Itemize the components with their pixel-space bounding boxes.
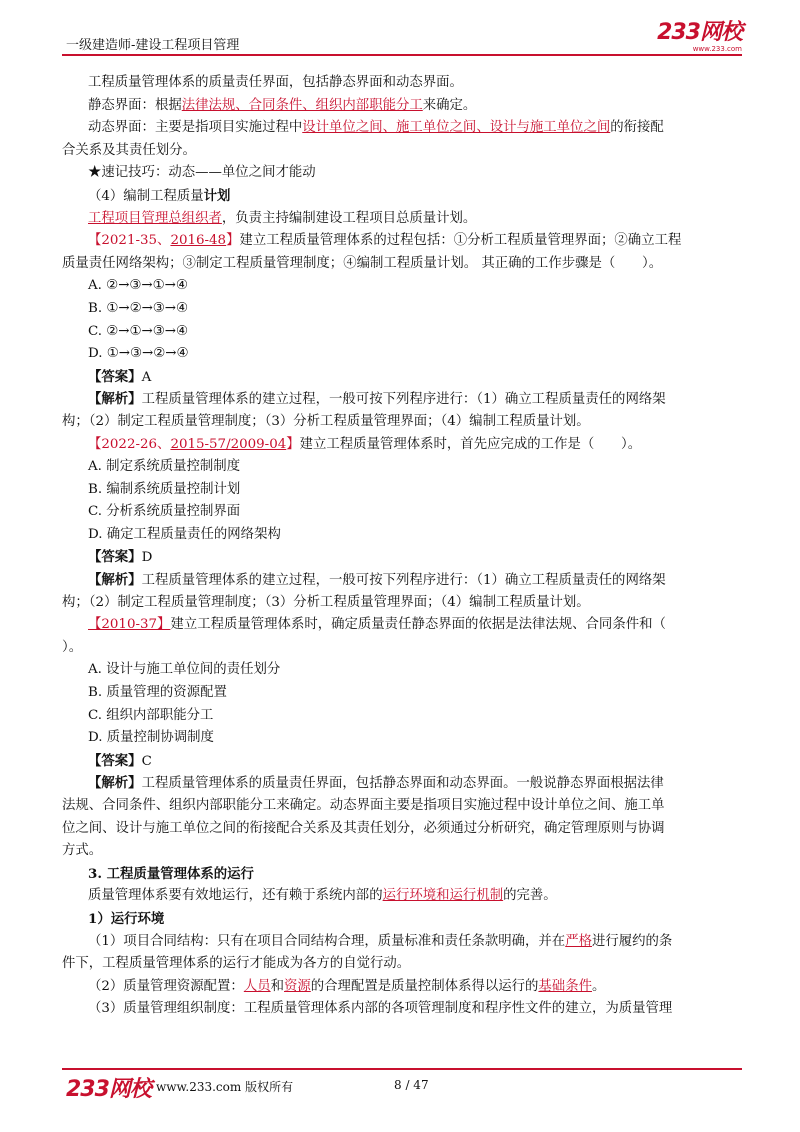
text-run: ★速记技巧：动态——单位之间才能动	[88, 165, 316, 181]
text-run: D. 确定工程质量责任的网络架构	[88, 526, 281, 542]
question-tag: 】	[286, 436, 300, 452]
text-line	[88, 750, 743, 773]
header-divider	[62, 54, 742, 56]
text-line	[62, 411, 743, 434]
text-run: D	[141, 550, 153, 566]
text-line	[62, 953, 743, 976]
text-run: 的合理配置是质量控制体系得以运行的	[310, 978, 539, 994]
text-run: 件下，工程质量管理体系的运行才能成为各方的自觉行动。	[62, 956, 411, 972]
footer-logo: 233网校	[66, 1077, 151, 1102]
question-tag: 【2022-26、	[88, 436, 171, 452]
text-run: D. 质量控制协调制度	[88, 730, 214, 746]
text-line	[62, 140, 743, 163]
text-run: B. ①→②→③→④	[88, 300, 189, 316]
text-line	[62, 253, 743, 276]
highlighted-keyword: 严格	[565, 933, 592, 949]
text-run: 构；（2）制定工程质量管理制度；（3）分析工程质量管理界面；（4）编制工程质量计划。	[62, 594, 590, 610]
highlighted-keyword: 人员	[243, 978, 271, 994]
text-line	[88, 72, 743, 95]
text-run: （3）质量管理组织制度：工程质量管理体系内部的各项管理制度和程序性文件的建立，为质量管理	[88, 1001, 673, 1017]
text-run: C. 分析系统质量控制界面	[88, 504, 241, 520]
brand-logo-text: 233网校	[657, 20, 742, 45]
page-number: 8 / 47	[394, 1078, 429, 1092]
bold-label: 3. 工程质量管理体系的运行	[88, 865, 254, 882]
text-run: 的完善。	[503, 888, 557, 904]
text-line	[88, 569, 743, 592]
text-line	[88, 976, 743, 999]
brand-logo-url: www.233.com	[692, 45, 742, 53]
text-line	[88, 185, 743, 208]
text-run: 动态界面：主要是指项目实施过程中	[88, 120, 303, 136]
text-line	[62, 818, 743, 841]
text-run: 工程质量管理体系的质量责任界面，包括静态界面和动态界面。一般说静态界面根据法律	[141, 776, 664, 792]
text-run: 工程质量管理体系的建立过程，一般可按下列程序进行：（1）确立工程质量责任的网络架	[141, 392, 666, 408]
highlighted-keyword: 法律法规、合同条件、组织内部职能分工	[181, 97, 423, 113]
text-run: C	[141, 753, 152, 769]
text-line	[88, 388, 743, 411]
text-line	[88, 456, 743, 479]
text-line	[88, 162, 743, 185]
text-run: （1）项目合同结构：只有在项目合同结构合理，质量标准和责任条款明确，并在	[88, 933, 566, 949]
text-run: 静态界面：根据	[88, 97, 182, 113]
bold-label: 【解析】	[88, 572, 142, 589]
text-run: 进行履约的条	[591, 933, 673, 949]
text-run: 法规、合同条件、组织内部职能分工来确定。动态界面主要是指项目实施过程中设计单位之间、施工单	[62, 798, 665, 813]
text-run: 质量管理体系要有效地运行，还有赖于系统内部的	[88, 888, 383, 904]
text-line	[88, 705, 743, 728]
bold-label: 【答案】	[88, 752, 142, 769]
footer-divider	[62, 1068, 742, 1070]
text-run: ）。	[62, 639, 83, 655]
text-line	[88, 501, 743, 524]
text-line	[88, 998, 743, 1021]
footer-copyright: www.233.com 版权所有	[156, 1080, 294, 1094]
text-run: 工程质量管理体系的质量责任界面，包括静态界面和动态界面。	[88, 75, 463, 90]
text-line	[88, 208, 743, 231]
text-line	[88, 659, 743, 682]
text-run: 的衔接配	[610, 120, 664, 136]
text-line	[88, 343, 743, 366]
text-line	[88, 434, 743, 457]
highlighted-keyword: 设计单位之间、施工单位之间、设计与施工单位之间	[302, 120, 611, 136]
highlighted-keyword: 2015-57/2009-04	[170, 436, 287, 452]
highlighted-keyword: 工程项目管理总组织者	[88, 210, 222, 226]
text-run: 。	[591, 978, 606, 994]
text-run: 建立工程质量管理体系时，首先应完成的工作是（ ）。	[299, 436, 642, 452]
text-run: 位之间、设计与施工单位之间的衔接配合关系及其责任划分，必须通过分析研究，确定管理原则与协调	[62, 820, 665, 836]
text-line	[88, 727, 743, 750]
text-run: C. 组织内部职能分工	[88, 707, 214, 723]
text-run: 建立工程质量管理体系时，确定质量责任静态界面的依据是法律法规、合同条件和（	[170, 617, 666, 633]
text-run: （2）质量管理资源配置：	[88, 978, 244, 994]
text-line	[88, 298, 743, 321]
text-run: （4）编制工程质量	[88, 188, 204, 204]
page-header	[62, 20, 742, 56]
text-run: 方式。	[62, 843, 103, 859]
text-run: 构；（2）制定工程质量管理制度；（3）分析工程质量管理界面；（4）编制工程质量计划。	[62, 413, 590, 429]
text-line	[88, 614, 743, 637]
text-line	[88, 321, 743, 344]
page-footer	[62, 1074, 742, 1102]
text-run: B. 质量管理的资源配置	[88, 685, 227, 701]
text-run: ，负责主持编制建设工程项目总质量计划。	[221, 210, 477, 226]
text-line	[88, 366, 743, 389]
question-tag: 】	[226, 233, 240, 249]
highlighted-keyword: 运行环境和运行机制	[382, 888, 504, 904]
highlighted-keyword: 基础条件	[538, 978, 592, 994]
bold-label: 【答案】	[88, 368, 142, 385]
text-line	[88, 95, 743, 118]
text-line	[62, 637, 743, 660]
bold-label: 计划	[203, 187, 231, 204]
document-body	[62, 72, 743, 1021]
text-run: A. ②→③→①→④	[88, 278, 188, 294]
text-run: A. 制定系统质量控制制度	[88, 459, 241, 475]
brand-logo	[657, 22, 742, 53]
text-line	[62, 795, 743, 818]
text-line	[88, 931, 743, 954]
text-line	[88, 275, 743, 298]
text-run: 建立工程质量管理体系的过程包括：①分析工程质量管理界面；②确立工程	[239, 233, 682, 249]
text-run: C. ②→①→③→④	[88, 323, 188, 339]
text-run: 质量责任网络架构；③制定工程质量管理制度；④编制工程质量计划。 其正确的工作步骤是（ ）。	[62, 255, 663, 271]
text-line	[62, 840, 743, 863]
text-run: 合关系及其责任划分。	[62, 142, 196, 158]
highlighted-keyword: 资源	[284, 978, 311, 994]
text-line	[88, 230, 743, 253]
text-line	[88, 908, 743, 931]
text-line	[88, 863, 743, 886]
bold-label: 【答案】	[88, 549, 142, 566]
text-line	[88, 885, 743, 908]
text-line	[88, 117, 743, 140]
bold-label: 【解析】	[88, 775, 142, 792]
bold-label: 【解析】	[88, 391, 142, 408]
text-line	[88, 682, 743, 705]
text-run: B. 编制系统质量控制计划	[88, 481, 241, 497]
text-line	[88, 524, 743, 547]
question-tag: 【2021-35、	[88, 233, 171, 249]
text-line	[88, 546, 743, 569]
text-line	[88, 479, 743, 502]
text-line	[62, 592, 743, 615]
text-run: A. 设计与施工单位间的责任划分	[88, 662, 281, 678]
bold-label: 1）运行环境	[88, 910, 165, 927]
text-run: 来确定。	[422, 97, 477, 113]
text-run: A	[141, 369, 152, 385]
highlighted-keyword: 2016-48	[170, 233, 227, 249]
text-run: D. ①→③→②→④	[88, 346, 189, 362]
header-title: 一级建造师-建设工程项目管理	[66, 38, 240, 53]
text-line	[88, 772, 743, 795]
highlighted-keyword: 【2010-37】	[88, 617, 171, 633]
text-run: 工程质量管理体系的建立过程，一般可按下列程序进行：（1）确立工程质量责任的网络架	[141, 573, 666, 589]
text-run: 和	[270, 978, 284, 994]
